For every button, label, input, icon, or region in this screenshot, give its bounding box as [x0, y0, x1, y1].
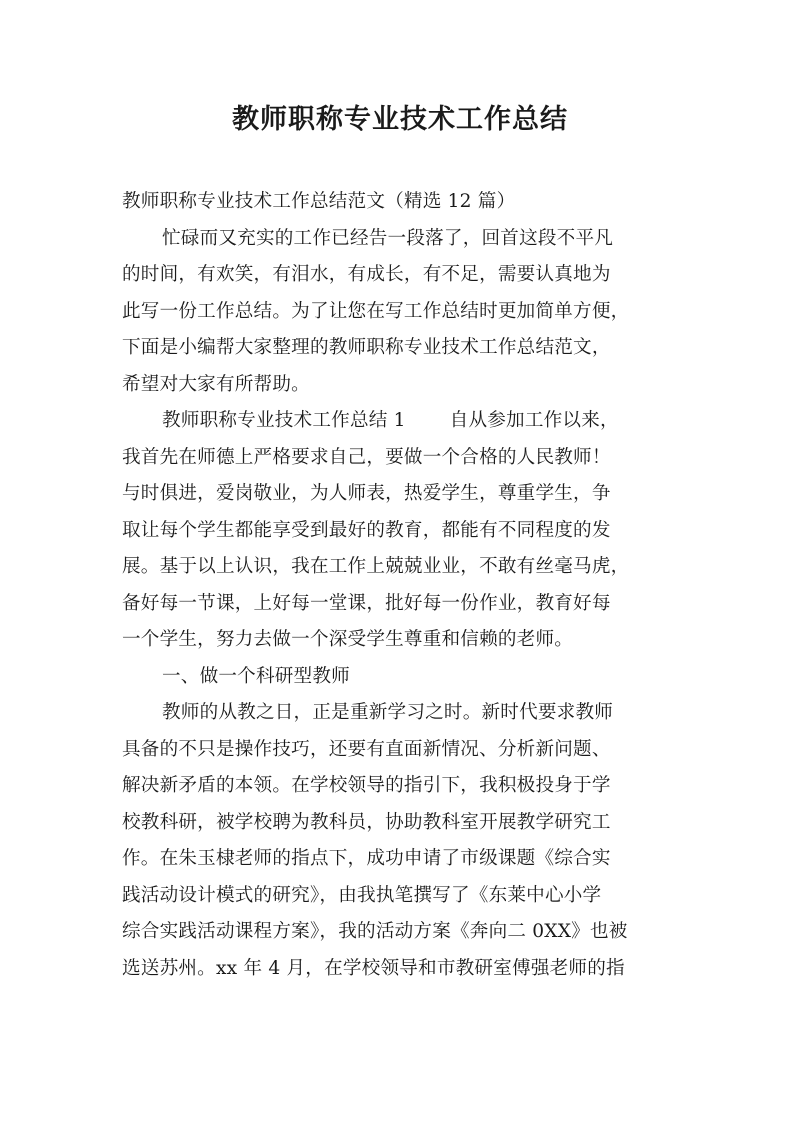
paragraph-line: 与时俱进，爱岗敬业，为人师表，热爱学生，尊重学生，争 — [122, 483, 611, 504]
paragraph-line: 我首先在师德上严格要求自己，要做一个合格的人民教师！ — [122, 446, 611, 468]
paragraph-line: 展。基于以上认识，我在工作上兢兢业业，不敢有丝毫马虎， — [122, 556, 630, 577]
paragraph-line: 希望对大家有所帮助。 — [122, 373, 310, 395]
paragraph-text: 自从参加工作以来， — [449, 410, 619, 431]
subtitle-line: 教师职称专业技术工作总结范文（精选 12 篇） — [122, 191, 516, 212]
section-heading-line — [122, 403, 690, 440]
paragraph-line: 教师的从教之日，正是重新学习之时。新时代要求教师 — [162, 702, 614, 723]
paragraph-line: 此写一份工作总结。为了让您在写工作总结时更加简单方便， — [122, 300, 630, 322]
paragraph-line: 综合实践活动课程方案》，我的活动方案《奔向二 0XX》也被 — [122, 921, 628, 942]
paragraph-line: 的时间，有欢笑，有泪水，有成长，有不足，需要认真地为 — [122, 264, 611, 285]
paragraph-line: 校教科研，被学校聘为教科员，协助教科室开展教学研究工 — [122, 811, 611, 833]
paragraph-line: 备好每一节课，上好每一堂课，批好每一份作业，教育好每 — [122, 592, 611, 614]
paragraph-line: 解决新矛盾的本领。在学校领导的指引下，我积极投身于学 — [122, 775, 611, 796]
paragraph-line: 作。在朱玉棣老师的指点下，成功申请了市级课题《综合实 — [122, 848, 611, 869]
paragraph-line: 具备的不只是操作技巧，还要有直面新情况、分析新问题、 — [122, 738, 611, 760]
paragraph-line: 选送苏州。xx 年 4 月，在学校领导和市教研室傅强老师的指 — [122, 957, 625, 979]
section-heading: 教师职称专业技术工作总结 1 — [162, 410, 406, 431]
paragraph-line: 一个学生，努力去做一个深受学生尊重和信赖的老师。 — [122, 629, 574, 650]
document-body — [122, 184, 690, 987]
paragraph-line: 下面是小编帮大家整理的教师职称专业技术工作总结范文， — [122, 337, 611, 358]
paragraph-line: 取让每个学生都能享受到最好的教育，都能有不同程度的发 — [122, 519, 611, 541]
subsection-heading: 一、做一个科研型教师 — [162, 665, 350, 687]
paragraph-line: 践活动设计模式的研究》，由我执笔撰写了《东莱中心小学 — [122, 884, 602, 906]
paragraph-line: 忙碌而又充实的工作已经告一段落了，回首这段不平凡 — [162, 227, 614, 249]
document-title: 教师职称专业技术工作总结 — [232, 104, 568, 135]
